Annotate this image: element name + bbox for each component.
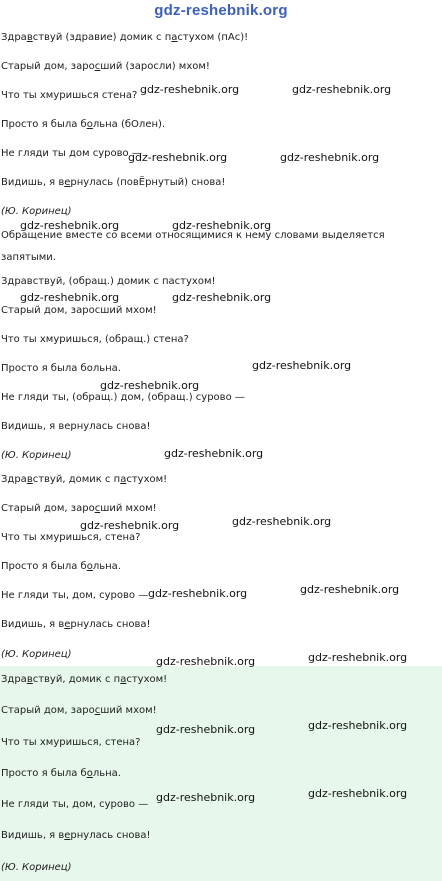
poem3-line-6: Видишь, я вернулась снова! [1, 619, 151, 630]
poem2-line-1: Здравствуй, (обращ.) домик с пастухом! [1, 276, 216, 287]
watermark: gdz-reshebnik.org [156, 655, 256, 668]
poem4-line-1: Здравствуй, домик с пастухом! [1, 674, 168, 685]
watermark: gdz-reshebnik.org [128, 151, 228, 164]
poem4-line-5: Не гляди ты, дом, сурово — [1, 799, 149, 810]
watermark: gdz-reshebnik.org [252, 359, 352, 372]
poem2-line-4: Просто я была больна. [1, 363, 121, 374]
poem1-line-4: Просто я была больна (бОлен). [1, 119, 166, 130]
watermark: gdz-reshebnik.org [140, 83, 240, 96]
watermark: gdz-reshebnik.org [172, 291, 272, 304]
watermark: gdz-reshebnik.org [20, 219, 120, 232]
poem2-line-5: Не гляди ты, (обращ.) дом, (обращ.) сурово — [1, 392, 245, 403]
site-header: gdz-reshebnik.org [154, 2, 288, 19]
explanation-line-2: запятыми. [1, 252, 56, 263]
poem2-author: (Ю. Коринец) [1, 450, 72, 461]
watermark: gdz-reshebnik.org [156, 791, 256, 804]
poem1-author: (Ю. Коринец) [1, 206, 72, 217]
poem3-line-4: Просто я была больна. [1, 561, 121, 572]
watermark: gdz-reshebnik.org [156, 723, 256, 736]
explanation-line-1: Обращение вместе со всеми относящимися к нему словами выделяется [1, 230, 385, 241]
poem1-line-6: Видишь, я вернулась (повЁрнутый) снова! [1, 177, 226, 188]
watermark: gdz-reshebnik.org [280, 151, 380, 164]
watermark: gdz-reshebnik.org [308, 787, 408, 800]
poem1-line-5: Не гляди ты дом сурово — [1, 148, 142, 159]
poem4-line-2: Старый дом, заросший мхом! [1, 705, 157, 716]
watermark: gdz-reshebnik.org [80, 519, 180, 532]
poem4-line-6: Видишь, я вернулась снова! [1, 830, 151, 841]
watermark: gdz-reshebnik.org [164, 447, 264, 460]
watermark: gdz-reshebnik.org [232, 515, 332, 528]
watermark: gdz-reshebnik.org [172, 219, 272, 232]
poem1-line-3: Что ты хмуришься стена? [1, 90, 138, 101]
watermark: gdz-reshebnik.org [148, 587, 248, 600]
poem1-line-1: Здравствуй (здравие) домик с пастухом (пАс)! [1, 32, 249, 43]
poem1-line-2: Старый дом, заросший (заросли) мхом! [1, 61, 210, 72]
poem4-author: (Ю. Коринец) [1, 862, 72, 873]
poem4-line-4: Просто я была больна. [1, 768, 121, 779]
poem3-author: (Ю. Коринец) [1, 649, 72, 660]
watermark: gdz-reshebnik.org [308, 719, 408, 732]
poem2-line-3: Что ты хмуришься, (обращ.) стена? [1, 334, 189, 345]
watermark: gdz-reshebnik.org [308, 651, 408, 664]
watermark: gdz-reshebnik.org [20, 291, 120, 304]
poem3-line-3: Что ты хмуришься, стена? [1, 532, 141, 543]
watermark: gdz-reshebnik.org [300, 583, 400, 596]
poem4-line-3: Что ты хмуришься, стена? [1, 737, 141, 748]
watermark: gdz-reshebnik.org [292, 83, 392, 96]
poem2-line-2: Старый дом, заросший мхом! [1, 305, 157, 316]
poem3-line-2: Старый дом, заросший мхом! [1, 503, 157, 514]
poem2-line-6: Видишь, я вернулась снова! [1, 421, 151, 432]
poem3-line-5: Не гляди ты, дом, сурово — [1, 590, 149, 601]
poem3-line-1: Здравствуй, домик с пастухом! [1, 474, 168, 485]
watermark: gdz-reshebnik.org [100, 379, 200, 392]
